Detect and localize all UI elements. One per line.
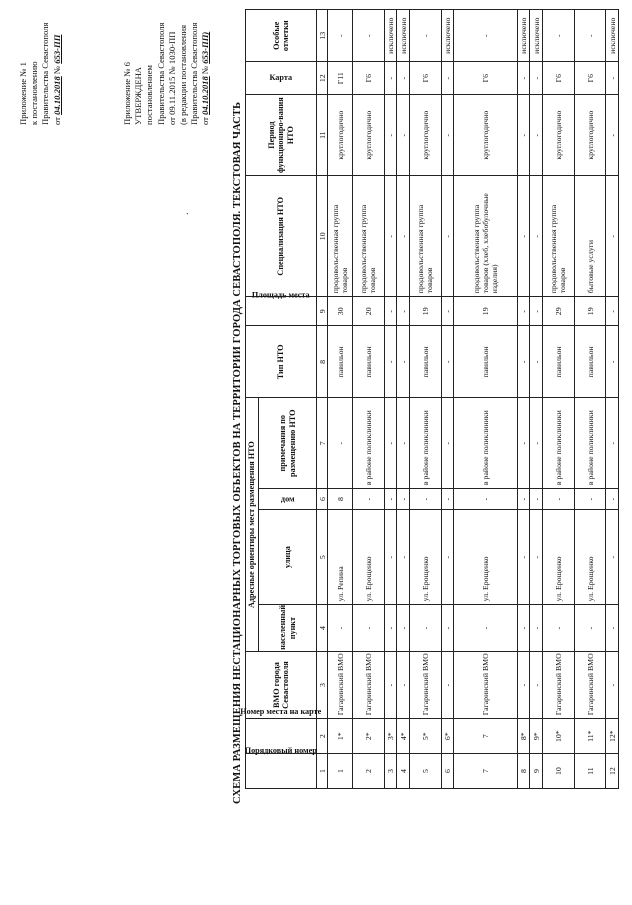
column-number-cell: 2 bbox=[317, 719, 328, 754]
table-cell: ул. Ерощенко bbox=[542, 510, 574, 605]
table-cell: круглогодично bbox=[328, 94, 353, 175]
table-cell: - bbox=[397, 489, 410, 510]
column-number-cell: 3 bbox=[317, 651, 328, 718]
appendix-6-block bbox=[122, 23, 212, 125]
table-cell: павильон bbox=[542, 326, 574, 398]
table-cell: - bbox=[328, 398, 353, 489]
table-cell: - bbox=[441, 176, 454, 297]
column-number-cell: 11 bbox=[317, 94, 328, 175]
table-cell: - bbox=[384, 510, 397, 605]
table-cell: - bbox=[542, 489, 574, 510]
table-cell: - bbox=[397, 62, 410, 95]
table-cell: 12* bbox=[606, 719, 619, 754]
table-row bbox=[530, 10, 543, 789]
table-cell: 3 bbox=[384, 754, 397, 789]
table-cell: - bbox=[454, 605, 518, 652]
table-cell: - bbox=[530, 176, 543, 297]
header-house: дом bbox=[259, 489, 317, 510]
table-cell: павильон bbox=[454, 326, 518, 398]
table-cell: Г6 bbox=[353, 62, 385, 95]
table-cell: бытовые услуги bbox=[574, 176, 606, 297]
table-cell: - bbox=[384, 297, 397, 326]
table-cell: - bbox=[606, 326, 619, 398]
table-cell: - bbox=[517, 62, 530, 95]
table-cell: исключено bbox=[517, 10, 530, 62]
appendix-6-line: (в редакции постановления bbox=[178, 24, 189, 125]
table-cell: 2* bbox=[353, 719, 385, 754]
table-cell: - bbox=[530, 605, 543, 652]
table-cell: исключено bbox=[530, 10, 543, 62]
scan-dot: . bbox=[180, 212, 191, 215]
header-map-no: Номер места на карте bbox=[246, 719, 317, 754]
table-cell: - bbox=[397, 297, 410, 326]
table-cell: 10 bbox=[542, 754, 574, 789]
table-cell: круглогодично bbox=[409, 94, 441, 175]
table-cell: - bbox=[441, 94, 454, 175]
appendix-1-line: к постановлению bbox=[29, 61, 40, 125]
nto-schedule-table bbox=[240, 9, 619, 789]
date-prefix: от bbox=[51, 114, 62, 125]
table-cell: - bbox=[517, 510, 530, 605]
table-cell: - bbox=[384, 398, 397, 489]
table-cell: - bbox=[397, 651, 410, 718]
header-street: улица bbox=[259, 510, 317, 605]
table-cell: - bbox=[606, 489, 619, 510]
table-cell: 8 bbox=[517, 754, 530, 789]
table-cell: - bbox=[409, 10, 441, 62]
table-cell: - bbox=[574, 605, 606, 652]
column-number-cell: 8 bbox=[317, 326, 328, 398]
table-cell: - bbox=[517, 326, 530, 398]
table-cell: павильон bbox=[328, 326, 353, 398]
table-cell: Г6 bbox=[542, 62, 574, 95]
table-cell: - bbox=[328, 10, 353, 62]
table-cell: 4 bbox=[397, 754, 410, 789]
column-number-cell: 7 bbox=[317, 398, 328, 489]
table-row bbox=[328, 10, 353, 789]
table-cell: продовольственная группа товаров bbox=[328, 176, 353, 297]
table-cell: - bbox=[606, 176, 619, 297]
table-cell: в районе поликлиники bbox=[454, 398, 518, 489]
table-cell: - bbox=[397, 398, 410, 489]
table-cell: 9 bbox=[530, 754, 543, 789]
table-cell: - bbox=[530, 94, 543, 175]
number-sign: № bbox=[51, 63, 62, 77]
table-cell: в районе поликлиники bbox=[353, 398, 385, 489]
table-cell: продовольственная группа товаров bbox=[409, 176, 441, 297]
table-cell: - bbox=[353, 489, 385, 510]
table-cell: - bbox=[606, 510, 619, 605]
table-cell: - bbox=[530, 510, 543, 605]
table-cell: - bbox=[441, 489, 454, 510]
table-row bbox=[353, 10, 385, 789]
table-cell: - bbox=[517, 489, 530, 510]
table-cell: 9* bbox=[530, 719, 543, 754]
appendix-6-line: УТВЕРЖДЕНА bbox=[133, 66, 144, 125]
table-cell: 4* bbox=[397, 719, 410, 754]
table-cell: - bbox=[328, 605, 353, 652]
table-cell: 10* bbox=[542, 719, 574, 754]
table-cell: - bbox=[384, 94, 397, 175]
table-body bbox=[328, 10, 619, 789]
header-notes: примечания по размещению НТО bbox=[259, 398, 317, 489]
handwritten-date: 04.10.2018 bbox=[200, 76, 211, 115]
table-cell: исключено bbox=[441, 10, 454, 62]
handwritten-date: 04.10.2018 bbox=[51, 76, 62, 115]
column-number-cell: 13 bbox=[317, 10, 328, 62]
table-row bbox=[574, 10, 606, 789]
table-cell: - bbox=[530, 62, 543, 95]
header-spec: Специализация НТО bbox=[246, 176, 317, 297]
table-cell: Гагаринский ВМО bbox=[574, 651, 606, 718]
table-cell: - bbox=[530, 297, 543, 326]
appendix-6-line: от 09.11.2015 № 1030-ПП bbox=[166, 31, 177, 125]
header-seq: Порядковый номер bbox=[246, 754, 317, 789]
header-map: Карта bbox=[246, 62, 317, 95]
column-number-cell: 6 bbox=[317, 489, 328, 510]
table-cell: - bbox=[441, 605, 454, 652]
table-cell: - bbox=[517, 297, 530, 326]
table-cell: 5 bbox=[409, 754, 441, 789]
header-address-group: Адресные ориентиры мест размещения НТО bbox=[246, 398, 259, 651]
document-title: СХЕМА РАЗМЕЩЕНИЯ НЕСТАЦИОНАРНЫХ ТОРГОВЫХ ОБЪЕКТОВ НА ТЕРРИТОРИИ ГОРОДА СЕВАСТОПОЛЯ. ТЕКСТОВАЯ ЧАСТЬ bbox=[232, 101, 243, 805]
column-number-cell: 1 bbox=[317, 754, 328, 789]
column-number-cell: 10 bbox=[317, 176, 328, 297]
header-vmo: ВМО города Севастополя bbox=[246, 651, 317, 718]
table-cell: - bbox=[517, 176, 530, 297]
table-cell: исключено bbox=[397, 10, 410, 62]
table-cell: 11* bbox=[574, 719, 606, 754]
table-row bbox=[397, 10, 410, 789]
table-cell: - bbox=[606, 94, 619, 175]
table-row bbox=[454, 10, 518, 789]
table-cell: 1 bbox=[328, 754, 353, 789]
number-sign: № bbox=[200, 63, 211, 77]
table-cell: - bbox=[441, 297, 454, 326]
table-cell: круглогодично bbox=[353, 94, 385, 175]
table-cell: - bbox=[517, 398, 530, 489]
table-cell: - bbox=[384, 326, 397, 398]
column-number-cell: 4 bbox=[317, 605, 328, 652]
appendix-1-date-line bbox=[52, 23, 63, 125]
table-cell: 6 bbox=[441, 754, 454, 789]
date-prefix: от bbox=[200, 114, 211, 125]
table-cell: круглогодично bbox=[542, 94, 574, 175]
table-cell: 6* bbox=[441, 719, 454, 754]
table-cell: - bbox=[530, 489, 543, 510]
table-cell: Г11 bbox=[328, 62, 353, 95]
table-row bbox=[542, 10, 574, 789]
table-cell: павильон bbox=[574, 326, 606, 398]
column-number-row bbox=[317, 10, 328, 789]
table-cell: - bbox=[542, 605, 574, 652]
table-cell: - bbox=[384, 489, 397, 510]
table-cell: в районе поликлиники bbox=[574, 398, 606, 489]
table-cell: - bbox=[441, 510, 454, 605]
table-cell: - bbox=[384, 62, 397, 95]
appendix-6-line: Правительства Севастополя bbox=[155, 22, 166, 125]
table-cell: ул. Ерощенко bbox=[574, 510, 606, 605]
table-cell: Гагаринский ВМО bbox=[454, 651, 518, 718]
table-cell: - bbox=[384, 605, 397, 652]
table-cell: Г6 bbox=[454, 62, 518, 95]
handwritten-number: 653-ПП) bbox=[200, 31, 211, 64]
table-cell: - bbox=[397, 326, 410, 398]
table-cell: - bbox=[409, 489, 441, 510]
table-row bbox=[441, 10, 454, 789]
table-cell: продовольственная группа товаров (хлеб, хлебобулочные изделия) bbox=[454, 176, 518, 297]
table-cell: Гагаринский ВМО bbox=[353, 651, 385, 718]
table-cell: - bbox=[384, 176, 397, 297]
table-cell: - bbox=[542, 10, 574, 62]
table-cell: 12 bbox=[606, 754, 619, 789]
table-row bbox=[384, 10, 397, 789]
table-cell: - bbox=[530, 326, 543, 398]
table-cell: - bbox=[441, 326, 454, 398]
table-cell: - bbox=[606, 651, 619, 718]
table-cell: 8* bbox=[517, 719, 530, 754]
table-cell: круглогодично bbox=[454, 94, 518, 175]
table-cell: 1* bbox=[328, 719, 353, 754]
table-row bbox=[606, 10, 619, 789]
table-cell: - bbox=[409, 605, 441, 652]
table-cell: 20 bbox=[353, 297, 385, 326]
table-cell: 19 bbox=[574, 297, 606, 326]
table-cell: 5* bbox=[409, 719, 441, 754]
table-cell: - bbox=[353, 10, 385, 62]
table-cell: 30 bbox=[328, 297, 353, 326]
table-cell: Гагаринский ВМО bbox=[542, 651, 574, 718]
table-cell: ул. Ерощенко bbox=[409, 510, 441, 605]
appendix-6-line: постановлением bbox=[144, 65, 155, 125]
table-cell: 19 bbox=[454, 297, 518, 326]
table-cell: Гагаринский ВМО bbox=[328, 651, 353, 718]
table-cell: круглогодично bbox=[574, 94, 606, 175]
table-cell: ул. Ерощенко bbox=[454, 510, 518, 605]
table-cell: - bbox=[606, 62, 619, 95]
table-cell: - bbox=[574, 10, 606, 62]
table-cell: - bbox=[441, 651, 454, 718]
table-cell: продовольственная группа товаров bbox=[353, 176, 385, 297]
table-cell: Гагаринский ВМО bbox=[409, 651, 441, 718]
appendix-6-date-line bbox=[200, 23, 211, 125]
table-cell: - bbox=[384, 651, 397, 718]
table-cell: Г6 bbox=[574, 62, 606, 95]
table-cell: - bbox=[530, 651, 543, 718]
table-cell: 3* bbox=[384, 719, 397, 754]
table-cell: в районе поликлиники bbox=[542, 398, 574, 489]
table-cell: - bbox=[397, 94, 410, 175]
header-type: Тип НТО bbox=[246, 326, 317, 398]
column-number-cell: 9 bbox=[317, 297, 328, 326]
table-cell: - bbox=[606, 605, 619, 652]
table-cell: исключено bbox=[384, 10, 397, 62]
table-cell: в районе поликлиники bbox=[409, 398, 441, 489]
table-row bbox=[517, 10, 530, 789]
table-cell: Г6 bbox=[409, 62, 441, 95]
table-cell: 29 bbox=[542, 297, 574, 326]
table-row bbox=[409, 10, 441, 789]
table-cell: 7 bbox=[454, 754, 518, 789]
appendix-1-block bbox=[18, 23, 63, 125]
header-special: Особые отметки bbox=[246, 10, 317, 62]
table-cell: - bbox=[441, 398, 454, 489]
header-settlement: населенный пункт bbox=[259, 605, 317, 652]
table-cell: 19 bbox=[409, 297, 441, 326]
table-cell: - bbox=[397, 605, 410, 652]
table-cell: - bbox=[454, 10, 518, 62]
column-number-cell: 12 bbox=[317, 62, 328, 95]
appendix-6-line: Приложение № 6 bbox=[122, 62, 132, 125]
table-cell: - bbox=[606, 398, 619, 489]
table-cell: - bbox=[397, 176, 410, 297]
table-header-row bbox=[246, 10, 259, 789]
table-cell: - bbox=[441, 62, 454, 95]
header-period: Период функциониро-вания НТО bbox=[246, 94, 317, 175]
table-cell: - bbox=[606, 297, 619, 326]
table-cell: - bbox=[397, 510, 410, 605]
table-cell: исключено bbox=[606, 10, 619, 62]
table-cell: 11 bbox=[574, 754, 606, 789]
table-cell: - bbox=[517, 651, 530, 718]
table-cell: павильон bbox=[353, 326, 385, 398]
column-number-cell: 5 bbox=[317, 510, 328, 605]
table-cell: - bbox=[530, 398, 543, 489]
table-cell: - bbox=[353, 605, 385, 652]
header-area: Площадь места bbox=[246, 297, 317, 326]
table-cell: - bbox=[574, 489, 606, 510]
table-cell: - bbox=[454, 489, 518, 510]
appendix-1-line: Приложение № 1 bbox=[18, 62, 28, 125]
table-cell: - bbox=[517, 605, 530, 652]
table-cell: - bbox=[517, 94, 530, 175]
table-cell: 2 bbox=[353, 754, 385, 789]
table-cell: павильон bbox=[409, 326, 441, 398]
table-cell: 7 bbox=[454, 719, 518, 754]
handwritten-number: 653-ПП bbox=[51, 34, 62, 64]
table-cell: ул. Репина bbox=[328, 510, 353, 605]
table-cell: 8 bbox=[328, 489, 353, 510]
appendix-6-line: Правительства Севастополя bbox=[189, 22, 200, 125]
table-cell: продовольственная группа товаров bbox=[542, 176, 574, 297]
appendix-1-line: Правительства Севастополя bbox=[40, 22, 51, 125]
table-cell: ул. Ерощенко bbox=[353, 510, 385, 605]
